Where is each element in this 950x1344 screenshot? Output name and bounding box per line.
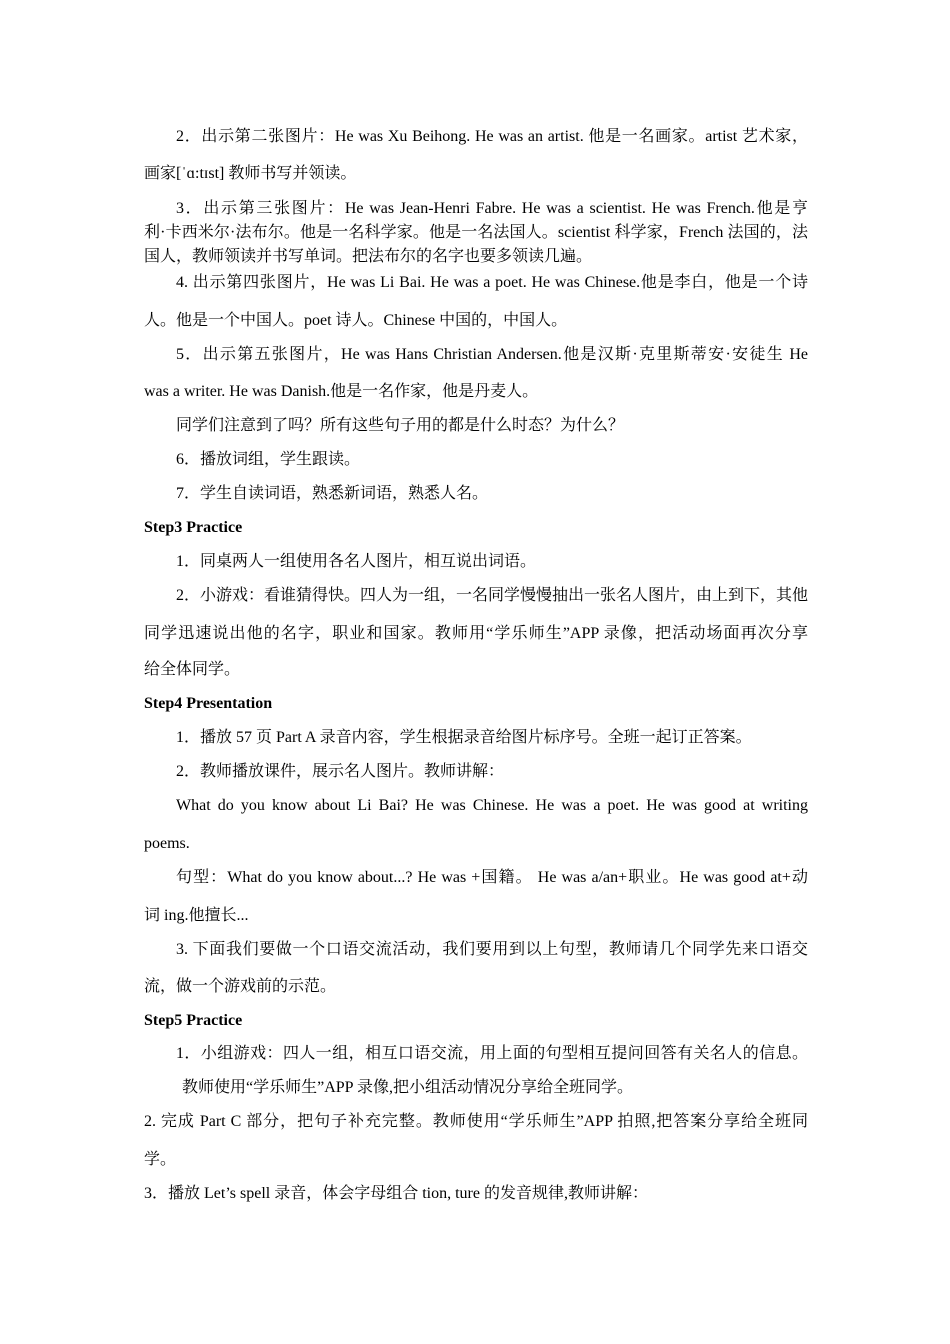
text-line: 学。 xyxy=(144,1151,177,1168)
text-line: 5．出示第五张图片，He was Hans Christian Andersen.他是汉斯·克里斯蒂安·安徒生 He xyxy=(176,346,808,363)
text-line: 国人，教师领读并书写单词。把法布尔的名字也要多领读几遍。 xyxy=(144,248,593,265)
section-heading: Step3 Practice xyxy=(144,519,243,536)
text-line: 2. 完成 Part C 部分，把句子补充完整。教师使用“学乐师生”APP 拍照,把答案分享给全班同 xyxy=(144,1113,808,1130)
text-line: 2．出示第二张图片：He was Xu Beihong. He was an artist. 他是一名画家。artist 艺术家， xyxy=(176,128,808,145)
text-line: 1．播放 57 页 Part A 录音内容，学生根据录音给图片标序号。全班一起订正答案。 xyxy=(176,729,752,746)
text-line: poems. xyxy=(144,835,190,852)
text-line: 利·卡西米尔·法布尔。他是一名科学家。他是一名法国人。scientist 科学家，French 法国的，法 xyxy=(144,224,808,241)
text-line: 3. 下面我们要做一个口语交流活动，我们要用到以上句型，教师请几个同学先来口语交 xyxy=(176,941,808,958)
text-line: 3．出示第三张图片：He was Jean-Henri Fabre. He was a scientist. He was French.他是亨 xyxy=(176,200,808,217)
text-line: 1．小组游戏：四人一组，相互口语交流，用上面的句型相互提问回答有关名人的信息。 xyxy=(176,1045,808,1062)
text-line: was a writer. He was Danish.他是一名作家，他是丹麦人。 xyxy=(144,383,539,400)
text-line: 人。他是一个中国人。poet 诗人。Chinese 中国的，中国人。 xyxy=(144,312,568,329)
text-line: 给全体同学。 xyxy=(144,661,241,678)
text-line: 同学们注意到了吗？所有这些句子用的都是什么时态？为什么？ xyxy=(176,417,625,434)
text-line: 教师使用“学乐师生”APP 录像,把小组活动情况分享给全班同学。 xyxy=(182,1079,633,1096)
text-line: 4. 出示第四张图片，He was Li Bai. He was a poet. He was Chinese.他是李白，他是一个诗 xyxy=(176,274,808,291)
text-line: 3．播放 Let’s spell 录音，体会字母组合 tion, ture 的发音规律,教师讲解： xyxy=(144,1185,648,1202)
text-line: 7．学生自读词语，熟悉新词语，熟悉人名。 xyxy=(176,485,489,502)
text-line: 流，做一个游戏前的示范。 xyxy=(144,978,337,995)
section-heading: Step4 Presentation xyxy=(144,695,273,712)
section-heading: Step5 Practice xyxy=(144,1012,243,1029)
text-line: 同学迅速说出他的名字，职业和国家。教师用“学乐师生”APP 录像，把活动场面再次分享 xyxy=(144,625,808,642)
text-line: 2．教师播放课件，展示名人图片。教师讲解： xyxy=(176,763,505,780)
text-line: 句型：What do you know about...? He was +国籍。 He was a/an+职业。He was good at+动 xyxy=(176,869,808,886)
text-line: 2．小游戏：看谁猜得快。四人为一组，一名同学慢慢抽出一张名人图片，由上到下，其他 xyxy=(176,587,809,604)
text-line: 1．同桌两人一组使用各名人图片，相互说出词语。 xyxy=(176,553,537,570)
text-line: 画家[ˈɑ:tɪst] 教师书写并领读。 xyxy=(144,165,357,182)
text-line: 词 ing.他擅长... xyxy=(144,907,249,924)
text-line: What do you know about Li Bai? He was Chinese. He was a poet. He was good at writing xyxy=(176,797,808,814)
text-line: 6．播放词组，学生跟读。 xyxy=(176,451,361,468)
